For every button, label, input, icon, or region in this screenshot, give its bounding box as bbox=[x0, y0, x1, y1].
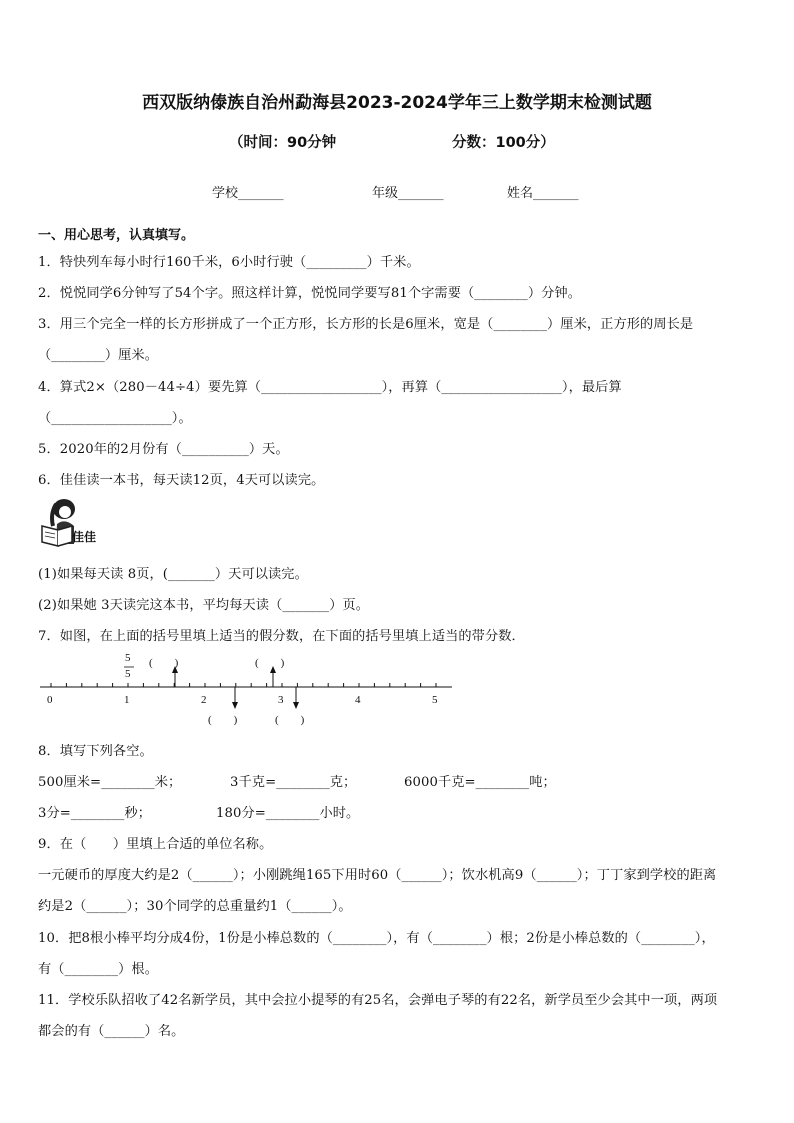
question-5: 5．2020年的2月份有（__________）天。 bbox=[38, 442, 289, 457]
question-4-line-2: （__________________）。 bbox=[38, 411, 192, 426]
question-10-line-2: 有（________）根。 bbox=[38, 962, 158, 977]
question-6: 6．佳佳读一本书，每天读12页，4天可以读完。 bbox=[38, 473, 325, 488]
arrowhead-down-1 bbox=[232, 702, 238, 709]
fraction-denominator: 5 bbox=[125, 668, 131, 680]
question-8-d: 3分=________秒； bbox=[38, 806, 152, 821]
number-line-ticks bbox=[51, 683, 436, 687]
number-line-figure bbox=[36, 650, 456, 730]
question-8: 8．填写下列各空。 bbox=[38, 744, 153, 759]
fraction-numerator: 5 bbox=[125, 652, 131, 664]
figure-caption: 佳佳 bbox=[72, 530, 97, 544]
blank-top-2[interactable]: ( ) bbox=[255, 657, 285, 669]
question-3-line-1: 3．用三个完全一样的长方形拼成了一个正方形，长方形的长是6厘米，宽是（________）厘米，正方形的周长是 bbox=[38, 317, 694, 332]
question-6-1: (1)如果每天读 8页，(_______）天可以读完。 bbox=[38, 567, 308, 582]
exam-score: 分数：100分） bbox=[452, 135, 555, 151]
question-9: 9．在（ ）里填上合适的单位名称。 bbox=[38, 837, 273, 852]
section-1-title: 一、用心思考，认真填写。 bbox=[38, 228, 195, 243]
blank-top-1[interactable]: ( ) bbox=[149, 657, 179, 669]
question-7: 7．如图，在上面的括号里填上适当的假分数，在下面的括号里填上适当的带分数． bbox=[38, 629, 525, 644]
question-8-c: 6000千克=________吨； bbox=[404, 775, 556, 790]
tick-label-1: 1 bbox=[124, 694, 130, 706]
question-8-a: 500厘米=________米； bbox=[38, 775, 182, 790]
tick-label-2: 2 bbox=[201, 694, 207, 706]
question-1: 1．特快列车每小时行160千米，6小时行驶（_________）千米。 bbox=[38, 255, 420, 270]
question-11-line-1: 11．学校乐队招收了42名新学员，其中会拉小提琴的有25名，会弹电子琴的有22名，新学员至少会其中一项，两项 bbox=[38, 993, 718, 1008]
question-4-line-1: 4．算式2×（280－44÷4）要先算（__________________），再算（__________________），最后算 bbox=[38, 380, 622, 395]
arrowhead-down-2 bbox=[293, 702, 299, 709]
tick-label-5: 5 bbox=[432, 694, 438, 706]
question-9-line-2: 约是2（______）；30个同学的总重量约1（______）。 bbox=[38, 899, 352, 914]
blank-bottom-1[interactable]: ( ) bbox=[208, 714, 238, 726]
number-line-svg bbox=[36, 650, 456, 730]
question-6-2: (2)如果她 3天读完这本书，平均每天读（_______）页。 bbox=[38, 598, 370, 613]
school-field[interactable]: 学校_______ bbox=[212, 186, 284, 201]
tick-label-0: 0 bbox=[47, 694, 53, 706]
question-2: 2．悦悦同学6分钟写了54个字。照这样计算，悦悦同学要写81个字需要（________）分钟。 bbox=[38, 286, 581, 301]
question-10-line-1: 10．把8根小棒平均分成4份，1份是小棒总数的（________），有（________）根；2份是小棒总数的（________）， bbox=[38, 931, 715, 946]
exam-time: （时间：90分钟 bbox=[229, 135, 337, 151]
grade-field[interactable]: 年级_______ bbox=[372, 186, 444, 201]
question-3-line-2: （________）厘米。 bbox=[38, 348, 158, 363]
page-title: 西双版纳傣族自治州勐海县2023-2024学年三上数学期末检测试题 bbox=[142, 93, 652, 113]
question-11-line-2: 都会的有（______）名。 bbox=[38, 1024, 185, 1039]
question-8-e: 180分=________小时。 bbox=[216, 806, 360, 821]
name-field[interactable]: 姓名_______ bbox=[507, 186, 579, 201]
tick-label-4: 4 bbox=[355, 694, 361, 706]
question-8-b: 3千克=________克； bbox=[230, 775, 357, 790]
question-9-line-1: 一元硬币的厚度大约是2（______）；小刚跳绳165下用时60（______）；饮水机高9（______）；丁丁家到学校的距离 bbox=[38, 868, 717, 883]
blank-bottom-2[interactable]: ( ) bbox=[275, 714, 305, 726]
tick-label-3: 3 bbox=[278, 694, 284, 706]
